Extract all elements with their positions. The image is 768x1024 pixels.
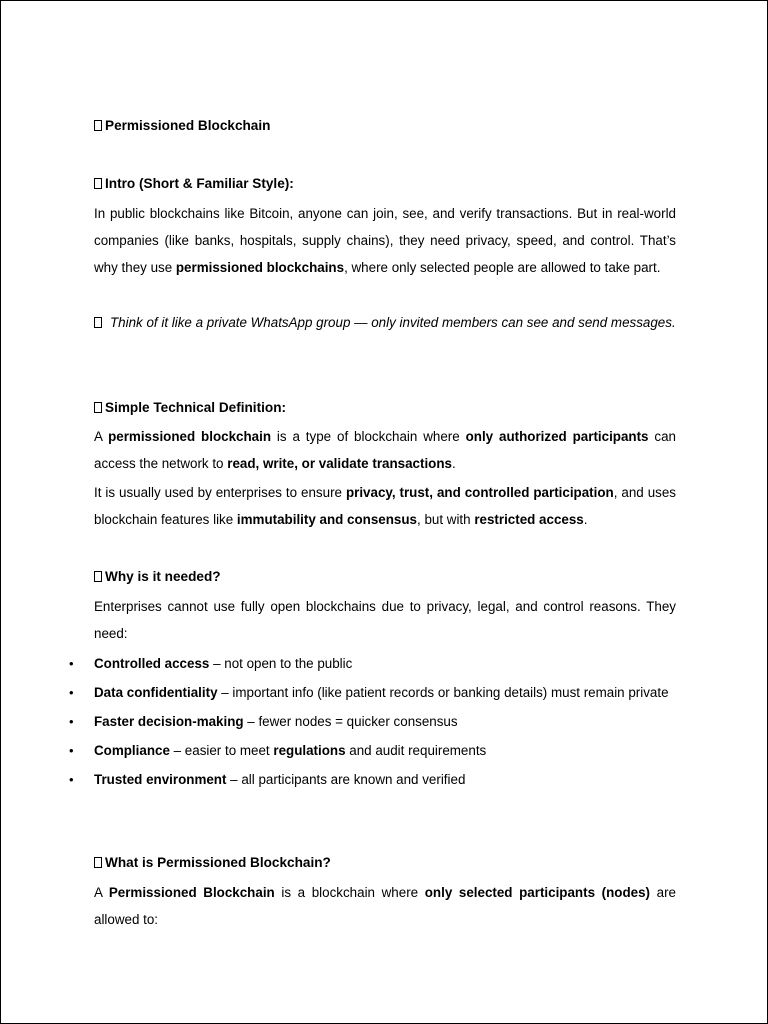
bullet-icon: • [69, 656, 74, 671]
list-item: • Controlled access – not open to the public [94, 650, 676, 677]
list-item: • Faster decision-making – fewer nodes = quicker consensus [94, 708, 676, 735]
intro-quote: Think of it like a private WhatsApp group — only invited members can see and send messages. [94, 309, 676, 336]
missing-glyph-icon [94, 120, 102, 131]
missing-glyph-icon [94, 571, 102, 582]
bullet-icon: • [69, 714, 74, 729]
missing-glyph-icon [94, 178, 102, 189]
definition-heading: Simple Technical Definition: [94, 398, 676, 418]
why-heading: Why is it needed? [94, 567, 676, 587]
missing-glyph-icon [94, 857, 102, 868]
intro-heading: Intro (Short & Familiar Style): [94, 174, 676, 194]
page-title: Permissioned Blockchain [94, 116, 676, 136]
what-paragraph: A Permissioned Blockchain is a blockchain where only selected participants (nodes) are allowed to: [94, 885, 676, 927]
why-intro-paragraph: Enterprises cannot use fully open blockchains due to privacy, legal, and control reasons. They need: [94, 599, 676, 641]
intro-paragraph: In public blockchains like Bitcoin, anyone can join, see, and verify transactions. But in real-world companies (like banks, hospitals, supply chains), they need privacy, speed, and control. That’s why they use permissioned blockchains, where only selected people are allowed to take part. [94, 206, 676, 275]
bullet-icon: • [69, 743, 74, 758]
missing-glyph-icon [94, 402, 102, 413]
list-item: • Trusted environment – all participants are known and verified [94, 766, 676, 793]
list-item: • Compliance – easier to meet regulations and audit requirements [94, 737, 676, 764]
definition-paragraph-1: A permissioned blockchain is a type of blockchain where only authorized participants can access the network to read, write, or validate transactions. [94, 429, 676, 471]
missing-glyph-icon [94, 317, 102, 328]
definition-paragraph-2: It is usually used by enterprises to ensure privacy, trust, and controlled participation, and uses blockchain features like immutability and consensus, but with restricted access. [94, 485, 676, 527]
list-item: • Data confidentiality – important info (like patient records or banking details) must remain private [94, 679, 676, 706]
why-bullet-list [69, 650, 676, 793]
bullet-icon: • [69, 685, 74, 700]
bullet-icon: • [69, 772, 74, 787]
what-heading: What is Permissioned Blockchain? [94, 853, 676, 873]
